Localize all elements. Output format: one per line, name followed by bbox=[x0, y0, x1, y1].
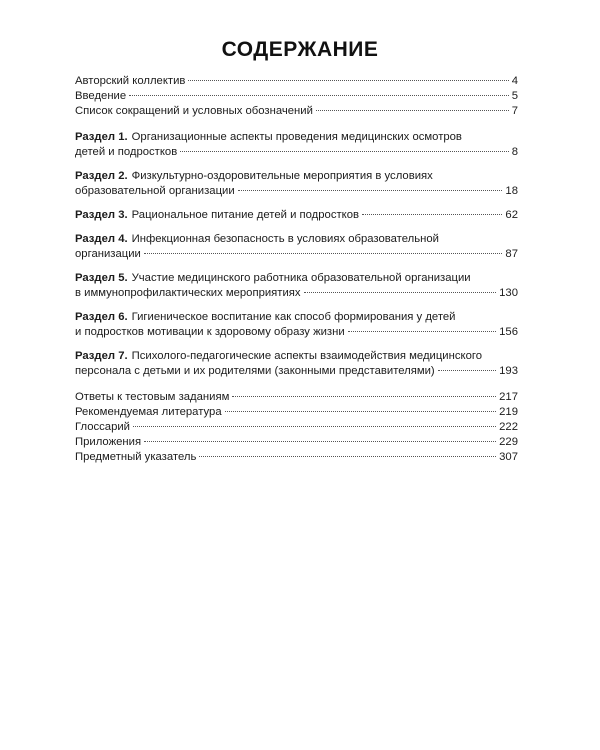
toc-entry-title: Глоссарий bbox=[75, 421, 130, 433]
toc-entry[interactable] bbox=[75, 89, 518, 104]
toc-entry-title: Физкультурно-оздоровительные мероприятия в условиях bbox=[131, 170, 433, 182]
dot-leader bbox=[348, 331, 496, 332]
toc-entry[interactable] bbox=[75, 450, 518, 465]
toc-entry-title: Инфекционная безопасность в условиях образовательной bbox=[131, 233, 439, 245]
toc-page-number: 5 bbox=[511, 90, 518, 102]
toc-page-number: 217 bbox=[499, 391, 518, 403]
toc-page-number: 156 bbox=[499, 326, 518, 338]
dot-leader bbox=[362, 214, 502, 215]
toc-page-number: 18 bbox=[505, 185, 518, 197]
toc-entry[interactable] bbox=[75, 435, 518, 450]
toc-page-number: 8 bbox=[511, 146, 518, 158]
toc-entry-title-continued: организации bbox=[75, 248, 141, 260]
toc-entry-section-4[interactable] bbox=[75, 232, 518, 262]
toc-entry-title-continued: персонала с детьми и их родителями (законными представителями) bbox=[75, 365, 435, 377]
dot-leader bbox=[316, 110, 509, 111]
toc-entry-section-3[interactable] bbox=[75, 208, 518, 223]
toc-entry-title: Рациональное питание детей и подростков bbox=[131, 209, 360, 221]
toc-page-number: 222 bbox=[499, 421, 518, 433]
dot-leader bbox=[188, 80, 508, 81]
section-label: Раздел 2. bbox=[75, 170, 128, 182]
toc-entry-title: Предметный указатель bbox=[75, 451, 197, 463]
dot-leader bbox=[232, 396, 496, 397]
toc-page-number: 229 bbox=[499, 436, 518, 448]
dot-leader bbox=[304, 292, 497, 293]
toc-entry-title-continued: и подростков мотивации к здоровому образу жизни bbox=[75, 326, 345, 338]
dot-leader bbox=[438, 370, 496, 371]
section-label: Раздел 4. bbox=[75, 233, 128, 245]
toc-entry-title: Авторский коллектив bbox=[75, 75, 186, 87]
toc-page-number: 307 bbox=[499, 451, 518, 463]
toc-page-number: 62 bbox=[505, 209, 518, 221]
toc-page-number: 130 bbox=[499, 287, 518, 299]
toc-entry-title: Рекомендуемая литература bbox=[75, 406, 222, 418]
toc-entry-title: Ответы к тестовым заданиям bbox=[75, 391, 230, 403]
dot-leader bbox=[144, 253, 503, 254]
dot-leader bbox=[225, 411, 497, 412]
toc-entry[interactable] bbox=[75, 390, 518, 405]
toc-entry-section-7[interactable] bbox=[75, 349, 518, 379]
toc-entry-title: Введение bbox=[75, 90, 127, 102]
toc-page-number: 87 bbox=[505, 248, 518, 260]
toc-entry-title-continued: образовательной организации bbox=[75, 185, 235, 197]
dot-leader bbox=[133, 426, 496, 427]
section-label: Раздел 5. bbox=[75, 272, 128, 284]
toc-page-number: 4 bbox=[511, 75, 518, 87]
toc-entry[interactable] bbox=[75, 405, 518, 420]
dot-leader bbox=[199, 456, 496, 457]
toc-page-number: 193 bbox=[499, 365, 518, 377]
toc-entry-section-5[interactable] bbox=[75, 271, 518, 301]
dot-leader bbox=[144, 441, 496, 442]
dot-leader bbox=[238, 190, 503, 191]
toc-entry-title: Гигиеническое воспитание как способ формирования у детей bbox=[131, 311, 456, 323]
section-label: Раздел 7. bbox=[75, 350, 128, 362]
toc-page-number: 7 bbox=[511, 105, 518, 117]
section-label: Раздел 6. bbox=[75, 311, 128, 323]
toc-entry-section-6[interactable] bbox=[75, 310, 518, 340]
toc-entry-section-2[interactable] bbox=[75, 169, 518, 199]
toc-list bbox=[75, 74, 518, 465]
toc-entry-title: Организационные аспекты проведения медицинских осмотров bbox=[131, 131, 462, 143]
dot-leader bbox=[129, 95, 509, 96]
toc-entry[interactable] bbox=[75, 420, 518, 435]
page-title: СОДЕРЖАНИЕ bbox=[221, 38, 379, 61]
toc-entry-title-continued: детей и подростков bbox=[75, 146, 178, 158]
section-label: Раздел 1. bbox=[75, 131, 128, 143]
toc-entry-title: Список сокращений и условных обозначений bbox=[75, 105, 313, 117]
toc-entry-title: Участие медицинского работника образовательной организации bbox=[131, 272, 471, 284]
toc-entry-title-continued: в иммунопрофилактических мероприятиях bbox=[75, 287, 301, 299]
toc-entry[interactable] bbox=[75, 104, 518, 119]
toc-entry-title: Приложения bbox=[75, 436, 142, 448]
dot-leader bbox=[180, 151, 508, 152]
toc-entry-title: Психолого-педагогические аспекты взаимодействия медицинского bbox=[131, 350, 483, 362]
toc-page-number: 219 bbox=[499, 406, 518, 418]
section-label: Раздел 3. bbox=[75, 209, 128, 221]
toc-entry-section-1[interactable] bbox=[75, 130, 518, 160]
toc-entry[interactable] bbox=[75, 74, 518, 89]
